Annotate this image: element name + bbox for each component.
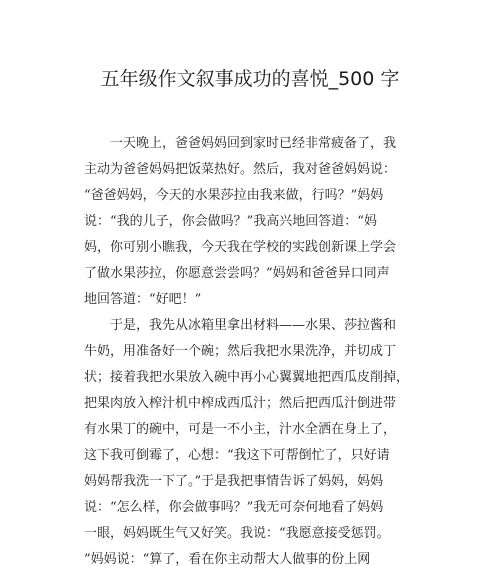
body-line: 这下我可倒霉了，心想：“我这下可帮倒忙了，只好请 bbox=[84, 448, 390, 463]
body-line: 地回答道：“好吧！” bbox=[84, 292, 202, 307]
body-line: 妈，你可别小瞧我，今天我在学校的实践创新课上学会 bbox=[84, 240, 397, 255]
body-line: 状；接着我把水果放入碗中再小心翼翼地把西瓜皮削掉， bbox=[84, 370, 410, 385]
body-line: 于是，我先从冰箱里拿出材料——水果、莎拉酱和 bbox=[84, 318, 397, 333]
body-line: 了做水果莎拉，你愿意尝尝吗？”妈妈和爸爸异口同声 bbox=[84, 266, 390, 281]
body-line: 一眼，妈妈既生气又好笑。我说：“我愿意接受惩罚。 bbox=[84, 526, 390, 541]
body-line: 牛奶，用准备好一个碗；然后我把水果洗净，并切成丁 bbox=[84, 344, 397, 359]
essay-body bbox=[84, 131, 424, 566]
body-line: 有水果丁的碗中，可是一不小主，汁水全洒在身上了， bbox=[84, 422, 397, 437]
document-title: 五年级作文叙事成功的喜悦_500 字 bbox=[100, 68, 400, 90]
body-line: 主动为爸爸妈妈把饭菜热好。然后，我对爸爸妈妈说： bbox=[84, 162, 397, 177]
body-line: 一天晚上，爸爸妈妈回到家时已经非常疲备了，我 bbox=[84, 136, 397, 151]
body-line: ”妈妈说：“算了，看在你主动帮大人做事的份上网 bbox=[84, 552, 371, 566]
body-line: 说：“怎么样，你会做事吗？”我无可奈何地看了妈妈 bbox=[84, 500, 384, 515]
body-line: 妈妈帮我洗一下了。”于是我把事情告诉了妈妈，妈妈 bbox=[84, 474, 384, 489]
body-line: “爸爸妈妈，今天的水果莎拉由我来做，行吗？”妈妈 bbox=[84, 188, 384, 203]
body-line: 把果肉放入榨汁机中榨成西瓜汁；然后把西瓜汁倒进带 bbox=[84, 396, 397, 411]
body-line: 说：“我的儿子，你会做吗？”我高兴地回答道：“妈 bbox=[84, 214, 377, 229]
